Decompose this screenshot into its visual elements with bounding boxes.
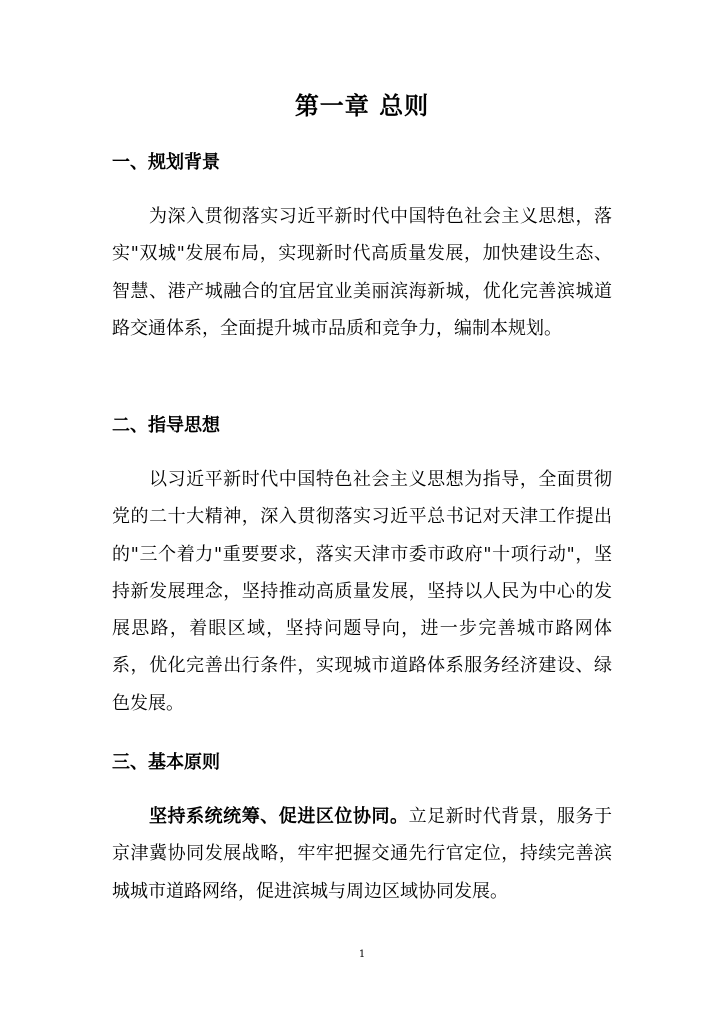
paragraph-background: 为深入贯彻落实习近平新时代中国特色社会主义思想，落实"双城"发展布局，实现新时代高质量发展，加快建设生态、智慧、港产城融合的宜居宜业美丽滨海新城，优化完善滨城道路交通体系，全面提升城市品质和竞争力，编制本规划。 <box>112 206 612 339</box>
section-heading-background: 一、规划背景 <box>112 152 220 173</box>
section-heading-guiding-ideology: 二、指导思想 <box>112 415 220 436</box>
page-number: 1 <box>358 949 366 960</box>
paragraph-lead-text: 坚持系统统筹、促进区位协同。 <box>149 806 409 827</box>
chapter-title: 第一章 总则 <box>294 92 430 120</box>
section-heading-basic-principles: 三、基本原则 <box>112 752 220 773</box>
paragraph-basic-principles <box>112 798 612 910</box>
paragraph-guiding-ideology: 以习近平新时代中国特色社会主义思想为指导，全面贯彻党的二十大精神，深入贯彻落实习近平总书记对天津工作提出的"三个着力"重要要求，落实天津市委市政府"十项行动"，坚持新发展理念，坚持推动高质量发展，坚持以人民为中心的发展思路，着眼区域，坚持问题导向，进一步完善城市路网体系，优化完善出行条件，实现城市道路体系服务经济建设、绿色发展。 <box>112 469 612 714</box>
paragraph-body-text: 立足新时代背景，服务于京津冀协同发展战略，牢牢把握交通先行官定位，持续完善滨城城市道路网络，促进滨城与周边区域协同发展。 <box>112 806 613 902</box>
